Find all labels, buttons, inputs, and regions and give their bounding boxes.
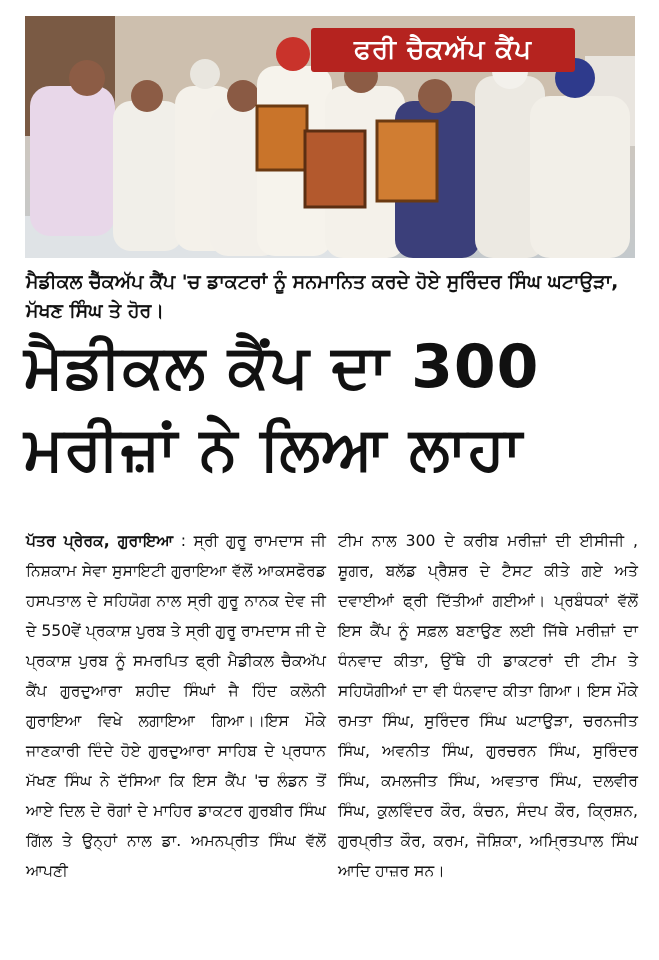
photo-caption: ਮੈਡੀਕਲ ਚੈੱਕਅੱਪ ਕੈਂਪ 'ਚ ਡਾਕਟਰਾਂ ਨੂੰ ਸਨਮਾਨਿਤ ਕਰਦੇ ਹੋਏ ਸੁਰਿੰਦਰ ਸਿੰਘ ਘਟਾਉੜਾ, ਮੱਖਣ ਸਿੰਘ ਤੇ ਹੋਰ। <box>26 271 619 322</box>
headline-line-2: ਮਰੀਜ਼ਾਂ ਨੇ ਲਿਆ ਲਾਹਾ <box>24 414 523 484</box>
headline <box>24 326 644 490</box>
article-text-right: ਟੀਮ ਨਾਲ 300 ਦੇ ਕਰੀਬ ਮਰੀਜ਼ਾਂ ਦੀ ਈਸੀਜੀ , ਸ਼ੂਗਰ, ਬਲੱਡ ਪ੍ਰੈਸ਼ਰ ਦੇ ਟੈਸਟ ਕੀਤੇ ਗਏ ਅਤੇ ਦਵਾਈਆਂ ਫ੍ਰੀ ਦਿੱਤੀਆਂ ਗਈਆਂ। ਪ੍ਰਬੰਧਕਾਂ ਵੱਲੋਂ ਇਸ ਕੈਂਪ ਨੂੰ ਸਫ਼ਲ ਬਣਾਉਣ ਲਈ ਜਿੱਥੇ ਮਰੀਜ਼ਾਂ ਦਾ ਧੰਨਵਾਦ ਕੀਤਾ, ਉੱਥੇ ਹੀ ਡਾਕਟਰਾਂ ਦੀ ਟੀਮ ਤੇ ਸਹਿਯੋਗੀਆਂ ਦਾ ਵੀ ਧੰਨਵਾਦ ਕੀਤਾ ਗਿਆ। ਇਸ ਮੌਕੇ ਰਮਤਾ ਸਿੰਘ, ਸੁਰਿੰਦਰ ਸਿੰਘ ਘਟਾਉੜਾ, ਚਰਨਜੀਤ ਸਿੰਘ, ਅਵਨੀਤ ਸਿੰਘ, ਗੁਰਚਰਨ ਸਿੰਘ, ਸੁਰਿੰਦਰ ਸਿੰਘ, ਕਮਲਜੀਤ ਸਿੰਘ, ਅਵਤਾਰ ਸਿੰਘ, ਦਲਵੀਰ ਸਿੰਘ, ਕੁਲਵਿੰਦਰ ਕੌਰ, ਕੰਚਨ, ਸੰਦਪ ਕੌਰ, ਕ੍ਰਿਸ਼ਨ, ਗੁਰਪ੍ਰੀਤ ਕੌਰ, ਕਰਮ, ਜੋਸ਼ਿਕਾ, ਅਮ੍ਰਿਤਪਾਲ ਸਿੰਘ ਆਦਿ ਹਾਜ਼ਰ ਸਨ। <box>338 532 638 880</box>
article-text-left: : ਸ੍ਰੀ ਗੁਰੂ ਰਾਮਦਾਸ ਜੀ ਨਿਸ਼ਕਾਮ ਸੇਵਾ ਸੁਸਾਇਟੀ ਗੁਰਾਇਆ ਵੱਲੋਂ ਆਕਸਫੋਰਡ ਹਸਪਤਾਲ ਦੇ ਸਹਿਯੋਗ ਨਾਲ ਸ੍ਰੀ ਗੁਰੂ ਨਾਨਕ ਦੇਵ ਜੀ ਦੇ 550ਵੇਂ ਪ੍ਰਕਾਸ਼ ਪੁਰਬ ਤੇ ਸ੍ਰੀ ਗੁਰੂ ਰਾਮਦਾਸ ਜੀ ਦੇ ਪ੍ਰਕਾਸ਼ ਪੁਰਬ ਨੂੰ ਸਮਰਪਿਤ ਫ੍ਰੀ ਮੈਡੀਕਲ ਚੈਕਅੱਪ ਕੈਂਪ ਗੁਰਦੁਆਰਾ ਸ਼ਹੀਦ ਸਿੰਘਾਂ ਜੈ ਹਿੰਦ ਕਲੋਨੀ ਗੁਰਾਇਆ ਵਿਖੇ ਲਗਾਇਆ ਗਿਆ।।ਇਸ ਮੌਕੇ ਜਾਣਕਾਰੀ ਦਿੰਦੇ ਹੋਏ ਗੁਰਦੁਆਰਾ ਸਾਹਿਬ ਦੇ ਪ੍ਰਧਾਨ ਮੱਖਣ ਸਿੰਘ ਨੇ ਦੱਸਿਆ ਕਿ ਇਸ ਕੈਂਪ 'ਚ ਲੰਡਨ ਤੋਂ ਆਏ ਦਿਲ ਦੇ ਰੋਗਾਂ ਦੇ ਮਾਹਿਰ ਡਾਕਟਰ ਗੁਰਬੀਰ ਸਿੰਘ ਗਿੱਲ ਤੇ ਉਨ੍ਹਾਂ ਨਾਲ ਡਾ. ਅਮਨਪ੍ਰੀਤ ਸਿੰਘ ਵੱਲੋਂ ਆਪਣੀ <box>26 532 326 880</box>
headline-line-1: ਮੈਡੀਕਲ ਕੈਂਪ ਦਾ 300 <box>24 332 540 402</box>
article-column-right <box>338 526 638 886</box>
article-column-left <box>26 526 326 886</box>
byline: ਪੱਤਰ ਪ੍ਰੇਰਕ, ਗੁਰਾਇਆ <box>26 532 174 550</box>
news-photo <box>25 16 635 258</box>
camp-banner: ਫਰੀ ਚੈਕਅੱਪ ਕੈਂਪ <box>311 28 575 72</box>
